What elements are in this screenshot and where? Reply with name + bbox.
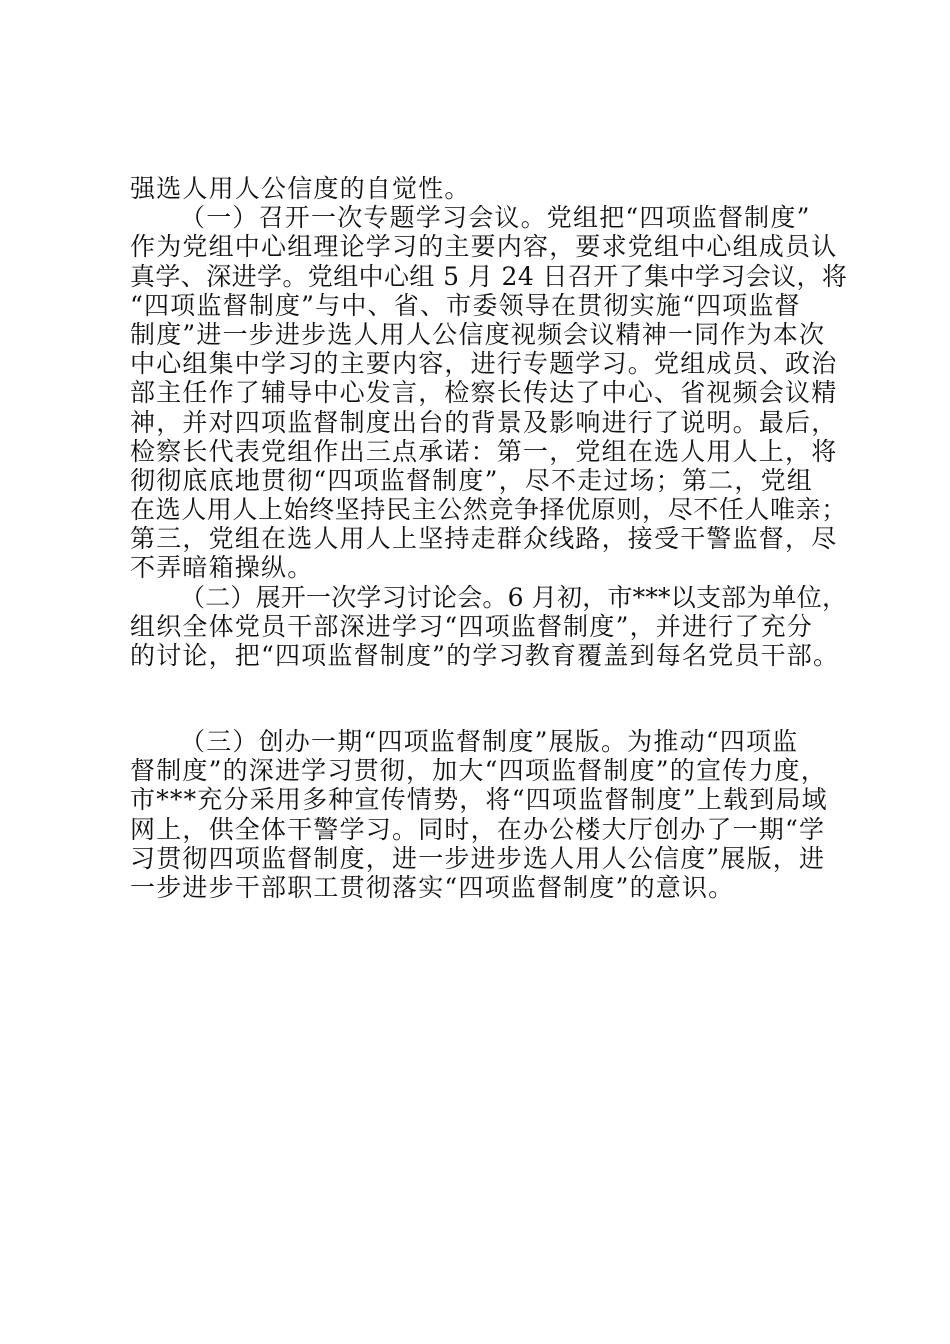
- text-line: 第三，党组在选人用人上坚持走群众线路，接受干警监督，尽: [130, 524, 838, 554]
- text-line: 部主任作了辅导中心发言，检察长传达了中心、省视频会议精: [130, 378, 838, 408]
- text-line: 组织全体党员干部深进学习“四项监督制度”，并进行了充分: [130, 611, 813, 641]
- text-line: 中心组集中学习的主要内容，进行专题学习。党组成员、政治: [130, 349, 838, 379]
- text-line: 作为党组中心组理论学习的主要内容，要求党组中心组成员认: [130, 232, 838, 262]
- text-line: 习贯彻四项监督制度，进一步进步选人用人公信度”展版，进: [130, 843, 826, 873]
- paragraph-heading-2: （二）展开一次学习讨论会。6 月初，市***以支部为单位，: [180, 582, 848, 612]
- paragraph-heading-3: （三）创办一期“四项监督制度”展版。为推动“四项监: [180, 727, 799, 756]
- text-line: 一步进步干部职工贯彻落实“四项监督制度”的意识。: [130, 872, 735, 902]
- text-line: 不弄暗箱操纵。: [130, 553, 314, 583]
- text-line: 强选人用人公信度的自觉性。: [130, 174, 471, 203]
- text-line: 在选人用人上始终坚持民主公然竞争择优原则，尽不任人唯亲；: [130, 495, 847, 525]
- text-block-2: [130, 727, 850, 902]
- text-block-1: [130, 174, 850, 670]
- paragraph-heading-1: （一）召开一次专题学习会议。党组把“四项监督制度”: [180, 203, 811, 233]
- text-line: 网上，供全体干警学习。同时，在办公楼大厅创办了一期“学: [130, 814, 826, 844]
- text-line: 的讨论，把“四项监督制度”的学习教育覆盖到每名党员干部。: [130, 641, 840, 670]
- text-line: 检察长代表党组作出三点承诺：第一，党组在选人用人上，将: [130, 436, 838, 466]
- text-line: 神，并对四项监督制度出台的背景及影响进行了说明。最后，: [130, 407, 838, 437]
- text-line: “四项监督制度”与中、省、市委领导在贯彻实施“四项监督: [130, 290, 801, 320]
- text-line: 真学、深进学。党组中心组 5 月 24 日召开了集中学习会议，将: [130, 261, 848, 291]
- text-line: 彻彻底底地贯彻“四项监督制度”，尽不走过场；第二，党组: [130, 465, 813, 495]
- text-line: 市***充分采用多种宣传情势，将“四项监督制度”上载到局域: [130, 785, 828, 815]
- text-line: 督制度”的深进学习贯彻，加大“四项监督制度”的宣传力度，: [130, 756, 827, 786]
- text-line: 制度”进一步进步选人用人公信度视频会议精神一同作为本次: [130, 319, 826, 349]
